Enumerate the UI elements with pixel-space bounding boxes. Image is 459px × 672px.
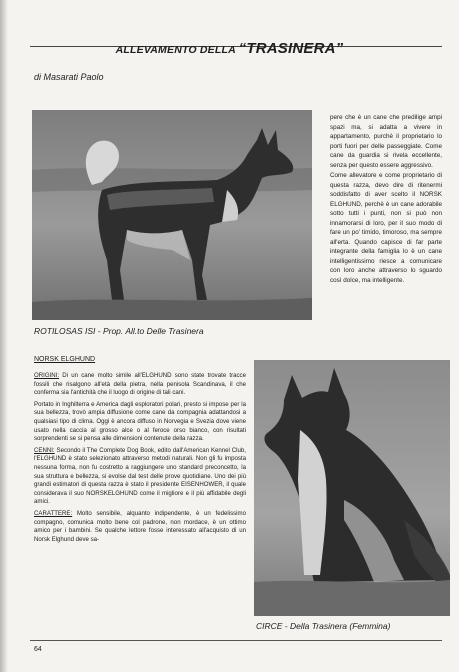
title-prefix: ALLEVAMENTO DELLA xyxy=(115,44,236,56)
origini-paragraph-2: Portato in Inghilterra e America dagli esploratori polari, presto si impose per la sua bellezza, trovò ampia diffusione come cane da compagnia adattandosi a qualsiasi tipo di clima. Oggi è ancora diffuso in Norvegia e Svezia dove viene usato nella caccia al grosso alce o al feroce orso bianco, con risultati sorprendenti se si pensa alle dimensioni contenute della razza. xyxy=(34,400,246,443)
section-heading: NORSK ELGHUND xyxy=(34,356,96,363)
author-byline: di Masarati Paolo xyxy=(34,72,104,82)
bottom-photo-caption: CIRCE - Della Trasinera (Femmina) xyxy=(256,621,391,631)
carattere-paragraph xyxy=(34,510,246,544)
origini-paragraph xyxy=(34,372,246,398)
right-paragraph-2: Come allevatore e come proprietario di questa razza, devo dire di ritenermi soddisfatto di aver scelto il NORSK ELGHUND, perchè è un cane adorabile sotto tutti i punti, non si può non innamorarsi di loro, per il suo modo di fare un po' timido, timoroso, ma sempre all'erta. Quando capisce di far parte integrante della famiglia lo è un cane intelligentissimo riesce a comunicare con loro anche attraverso lo sguardo così dolce, ma intelligente. xyxy=(330,172,442,284)
origini-label: ORIGINI: xyxy=(34,372,60,379)
top-photo-caption: ROTILOSAS ISI - Prop. All.to Delle Trasinera xyxy=(34,326,204,336)
title-name: “TRASINERA” xyxy=(238,40,344,57)
origini-text: Di un cane molto simile all'ELGHUND sono state trovate tracce fossili che risalgono all'età della pietra, nella penisola Scandinava, il che conferma sia l'antichità che il luogo di origine di tali cani. xyxy=(34,372,246,397)
page-title xyxy=(0,40,459,57)
standing-dog-image xyxy=(32,110,312,320)
footer-rule xyxy=(30,640,442,641)
right-paragraph-1: pere che è un cane che predilige ampi spazi ma, si adatta a vivere in appartamento, purchè il proprietario lo porti fuori per delle passeggiate. Come cane da guardia si rivela eccellente, senza per questo essere aggressivo. xyxy=(330,114,442,169)
page-binding-shadow xyxy=(0,0,8,672)
cenni-text: Secondo il The Complete Dog Book, edito dall'American Kennel Club, l'ELGHUND è stato selezionato attraverso metodi naturali. Non gli fu imposta nessuna forma, non fu costretto a raggiungere uno standard preconcetto, la sua struttura e bellezza, si evolse dal test delle prove quotidiane. Uno dei più grandi estimatori di questa razza è stato il presidente EISENHOWER, il quale considerava il suo NORSKELGHUND come il migliore e il più affidabile degli amici. xyxy=(34,446,246,506)
carattere-text: Molto sensibile, alquanto indipendente, è un fedelissimo compagno, comunica molto bene col padrone, non mordace, è un ottimo amico per i bambini. Se qualche lettore fosse interessato all'acquisto di un Norsk Elghund deve sa- xyxy=(34,509,246,543)
cenni-label: CENNI: xyxy=(34,446,55,454)
carattere-label: CARATTERE: xyxy=(34,509,73,517)
sitting-dog-image xyxy=(254,360,450,616)
right-text-column xyxy=(330,113,442,286)
page-number: 64 xyxy=(34,646,42,653)
photo-sitting-dog xyxy=(254,360,450,616)
cenni-paragraph xyxy=(34,447,246,507)
photo-standing-dog xyxy=(32,110,312,320)
left-text-column xyxy=(34,372,246,547)
